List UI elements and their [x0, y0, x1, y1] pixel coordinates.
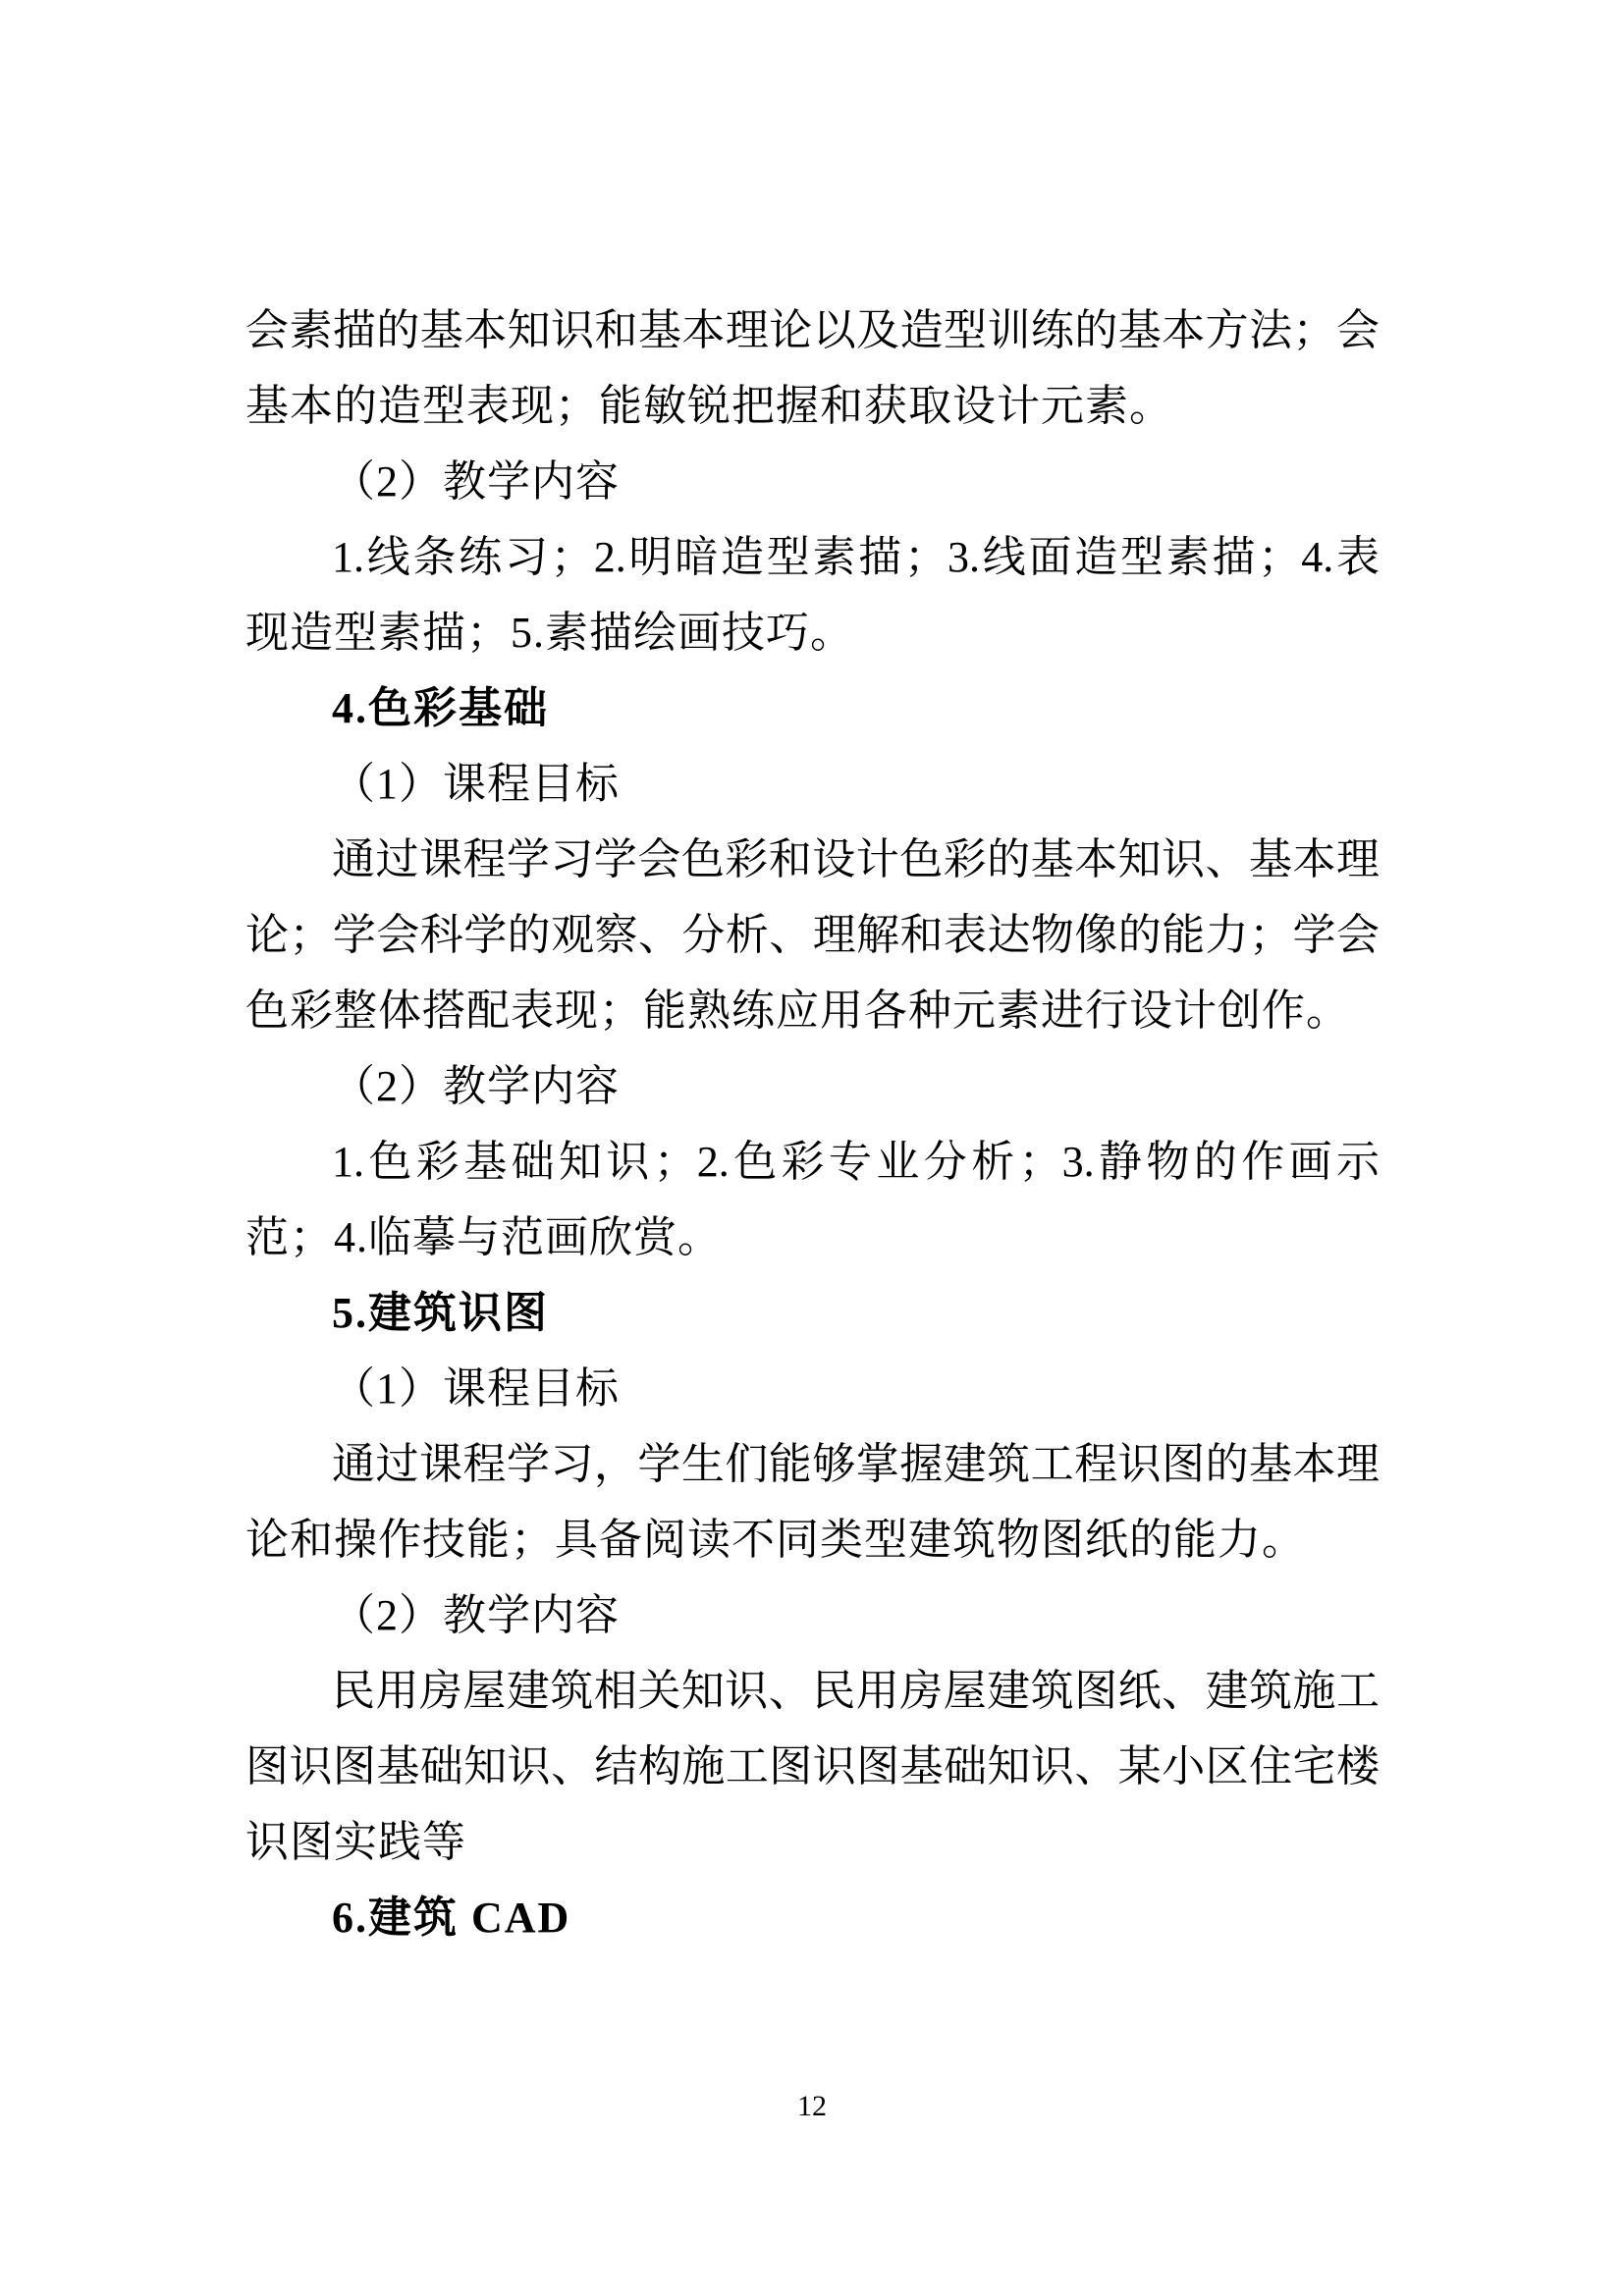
text-line: 论和操作技能；具备阅读不同类型建筑物图纸的能力。	[245, 1516, 1306, 1564]
section-heading-line: 6.建筑 CAD	[332, 1894, 571, 1942]
text-line: （2）教学内容	[332, 1591, 620, 1639]
text-line: 现造型素描；5.素描绘画技巧。	[245, 609, 854, 657]
text-line: （2）教学内容	[332, 457, 620, 506]
text-line: 图识图基础知识、结构施工图识图基础知识、某小区住宅楼	[245, 1742, 1380, 1790]
body-text	[245, 293, 1380, 1955]
text-line: （1）课程目标	[332, 760, 620, 808]
text-line: 范；4.临摹与范画欣赏。	[245, 1213, 722, 1261]
text-line: 通过课程学习学会色彩和设计色彩的基本知识、基本理	[332, 835, 1380, 883]
page-number: 12	[797, 2090, 827, 2122]
text-line: （2）教学内容	[332, 1062, 620, 1110]
text-line: 会素描的基本知识和基本理论以及造型训练的基本方法；会	[245, 306, 1380, 354]
text-line: 论；学会科学的观察、分析、理解和表达物像的能力；学会	[245, 911, 1380, 959]
text-line: 基本的造型表现；能敏锐把握和获取设计元素。	[245, 382, 1173, 430]
text-line: 色彩整体搭配表现；能熟练应用各种元素进行设计创作。	[245, 987, 1350, 1035]
section-heading-line: 4.色彩基础	[332, 684, 549, 732]
text-line: 1.色彩基础知识；2.色彩专业分析；3.静物的作画示	[332, 1138, 1380, 1186]
section-heading-line: 5.建筑识图	[332, 1289, 549, 1337]
text-line: 民用房屋建筑相关知识、民用房屋建筑图纸、建筑施工	[332, 1667, 1380, 1715]
text-line: 1.线条练习；2.明暗造型素描；3.线面造型素描；4.表	[332, 533, 1380, 581]
text-line: 识图实践等	[245, 1818, 466, 1866]
text-line: 通过课程学习，学生们能够掌握建筑工程识图的基本理	[332, 1440, 1380, 1488]
text-line: （1）课程目标	[332, 1364, 620, 1413]
